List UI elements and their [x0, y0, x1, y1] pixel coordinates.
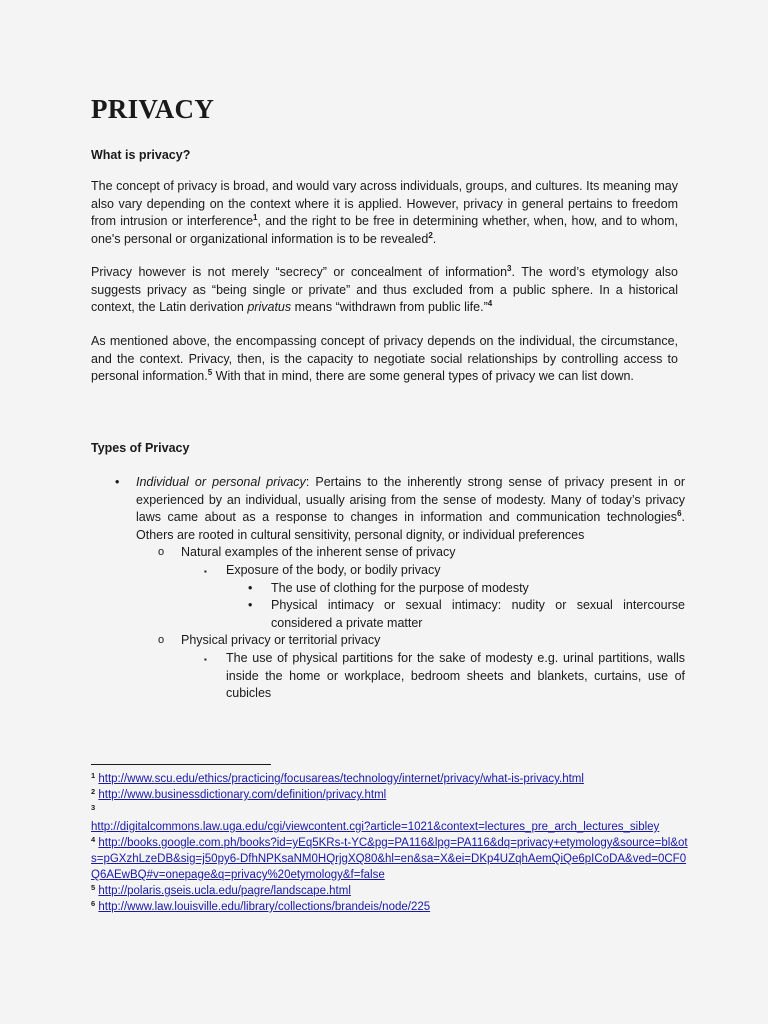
- footnote: $^5$ http://polaris.gseis.ucla.edu/pagre/landscape.html: [91, 883, 351, 897]
- bullet-disc-icon: •: [115, 475, 120, 489]
- footnote: $^2$ http://www.businessdictionary.com/definition/privacy.html: [91, 787, 387, 801]
- footnote-ref[interactable]: 5: [207, 368, 213, 378]
- list-item-level2: o Physical privacy or territorial privacy: [115, 632, 685, 650]
- footnote-link[interactable]: http://www.businessdictionary.com/definition/privacy.html: [98, 789, 387, 801]
- section-heading-what-is-privacy: What is privacy?: [91, 148, 191, 162]
- paragraph-3: As mentioned above, the encompassing concept of privacy depends on the individual, the circumstance, and the context. Privacy, then, is the capacity to negotiate social relationships by controlling access to personal information.$^5$ With that in mind, there are some general types of privacy we can list down.: [91, 334, 678, 384]
- footnote-link[interactable]: http://polaris.gseis.ucla.edu/pagre/landscape.html: [98, 885, 351, 897]
- bullet-circle-icon: o: [158, 634, 165, 647]
- bullet-square-icon: ▪: [204, 566, 207, 576]
- footnote-separator: [91, 764, 271, 765]
- footnote-link[interactable]: http://books.google.com.ph/books?id=yEq5KRs-t-YC&pg=PA116&lpg=PA116&dq=privacy+etymology&source=bl&ots=pGXzhLzeDB&sig=j50py6-DfhNPKsaNM0HQrjgXQ80&hl=en&sa=X&ei=DKp4UZqhAemQiQe6pICoDA&ved=0CF0Q6AEwBQ#v=onepage&q=privacy%20etymology&f=false: [91, 837, 688, 881]
- bullet-disc-icon: •: [248, 580, 253, 595]
- footnote-link[interactable]: http://www.law.louisville.edu/library/collections/brandeis/node/225: [98, 901, 431, 913]
- bullet-square-icon: ▪: [204, 654, 207, 664]
- footnote: $^1$ http://www.scu.edu/ethics/practicing/focusareas/technology/internet/privacy/what-is-privacy.html: [91, 771, 584, 785]
- footnote-link[interactable]: http://digitalcommons.law.uga.edu/cgi/viewcontent.cgi?article=1021&context=lectures_pre_arch_lectures_sibley: [91, 821, 660, 833]
- section-heading-types: Types of Privacy: [91, 441, 190, 455]
- footnote: $^4$ http://books.google.com.ph/books?id=yEq5KRs-t-YC&pg=PA116&lpg=PA116&dq=privacy+etymology&source=bl&ots=pGXzhLzeDB&sig=j50py6-DfhNPKsaNM0HQrjgXQ80&hl=en&sa=X&ei=DKp4UZqhAemQiQe6pICoDA&ved=0CF0Q6AEwBQ#v=onepage&q=privacy%20etymology&f=false: [91, 835, 688, 881]
- list-item-level3: ▪ The use of physical partitions for the sake of modesty e.g. urinal partitions, walls inside the home or workplace, bedroom sheets and blankets, curtains, use of cubicles: [204, 650, 685, 701]
- bullet-disc-icon: •: [248, 598, 253, 613]
- footnote: $^6$ http://www.law.louisville.edu/library/collections/brandeis/node/225: [91, 899, 431, 913]
- footnote-link[interactable]: http://www.scu.edu/ethics/practicing/focusareas/technology/internet/privacy/what-is-privacy.html: [98, 773, 584, 785]
- page-title: PRIVACY: [91, 94, 215, 124]
- paragraph-2: Privacy however is not merely “secrecy” or concealment of information$^3$. The word’s etymology also suggests privacy as “being single or private” and thus excluded from a public sphere. In a historical context, the Latin derivation privatus means “withdrawn from public life.”$^4$: [91, 264, 678, 315]
- footnotes: [91, 771, 691, 915]
- list-item-level3: ▪ Exposure of the body, or bodily privacy: [115, 562, 685, 580]
- types-list: [115, 474, 685, 703]
- list-item-level2: o Natural examples of the inherent sense of privacy: [115, 544, 685, 562]
- footnote-ref[interactable]: 1: [253, 213, 258, 223]
- list-item-level4: • Physical intimacy or sexual intimacy: nudity or sexual intercourse considered a private matter: [248, 598, 685, 630]
- footnote-ref[interactable]: 6: [677, 509, 682, 519]
- latin-term: privatus: [247, 300, 292, 315]
- footnote-ref[interactable]: 2: [428, 230, 433, 240]
- bullet-circle-icon: o: [158, 546, 165, 559]
- list-item-level4: • The use of clothing for the purpose of modesty: [115, 580, 685, 598]
- paragraph-1: The concept of privacy is broad, and would vary across individuals, groups, and cultures. Its meaning may also vary depending on the context where it is applied. However, privacy in general pertains to freedom from intrusion or interference$^1$, and the right to be free in determining whether, when, how, and to whom, one's personal or organizational information is to be revealed$^2$.: [91, 179, 678, 246]
- footnote: $^3$ http://digitalcommons.law.uga.edu/cgi/viewcontent.cgi?article=1021&context=lectures_pre_arch_lectures_sibley: [91, 803, 660, 833]
- footnote-ref[interactable]: 3: [507, 264, 512, 273]
- footnote-ref[interactable]: 4: [487, 299, 493, 309]
- list-item-level1: • Individual or personal privacy: Pertains to the inherently strong sense of privacy present in or experienced by an individual, usually arising from the sense of modesty. Many of today’s privacy laws came about as a response to changes in information and communication technologies$^6$. Others are rooted in cultural sensitivity, personal dignity, or individual preferences: [115, 475, 686, 542]
